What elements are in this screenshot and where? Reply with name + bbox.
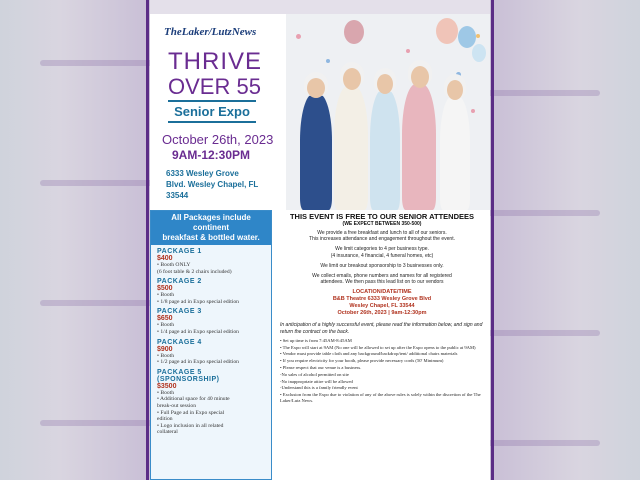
package-feature: • 1/4 page ad in Expo special edition (157, 328, 239, 335)
info-line: We limit our breakout sponsorship to 3 businesses only. (320, 262, 444, 269)
package-price: $650 (157, 315, 173, 323)
info-line: We limit categories to 4 per business type. (335, 246, 429, 253)
free-event-headline: THIS EVENT IS FREE TO OUR SENIOR ATTENDEES (289, 212, 475, 221)
package-feature: (6 foot table & 2 chairs included) (157, 268, 232, 275)
package-title: PACKAGE 5 (SPONSORSHIP) (157, 368, 220, 383)
event-address (166, 168, 266, 201)
package-feature: • Booth (157, 292, 175, 299)
rules-list (280, 338, 484, 404)
location-city: Wesley Chapel, FL 33544 (349, 303, 415, 310)
packages-heading-line-2: breakfast & bottled water. (162, 233, 260, 242)
package-feature: • Additional space for 40 minute (157, 396, 230, 403)
info-paragraph (280, 246, 484, 258)
package-item (151, 369, 271, 436)
package-feature: break-out session (157, 402, 196, 409)
newspaper-logo: TheLaker/LutzNews (164, 26, 257, 38)
packages-heading-line-1: All Packages include continent (171, 213, 251, 232)
package-price: $900 (157, 345, 173, 353)
contract-note: In anticipation of a highly successful event, please read the information below, and sign and return the contract on the back. (280, 322, 483, 335)
package-list (151, 248, 271, 436)
address-line-1: 6333 Wesley Grove (166, 169, 239, 178)
package-price: $400 (157, 255, 173, 262)
package-price: $500 (157, 285, 173, 293)
info-line: attendees. We then pass this lead list on to our vendors (320, 279, 444, 286)
subtitle: Senior Expo (168, 100, 256, 123)
frame-bar-right (491, 0, 494, 480)
package-feature: • Booth (157, 389, 175, 396)
flyer-header (150, 14, 286, 210)
rule-item: • Set up time is from 7:45AM-8:45AM (280, 337, 352, 343)
rule-item: -Understand this is a family friendly event (280, 385, 358, 391)
package-feature: • Full Page ad in Expo special (157, 409, 225, 416)
packages-panel (150, 210, 272, 480)
package-feature: • 1/8 page ad in Expo special edition (157, 298, 239, 305)
info-line: (4 insurance, 4 financial, 4 funeral homes, etc) (330, 252, 434, 259)
event-time: 9AM-12:30PM (172, 148, 251, 162)
rule-item: -No inappropriate attire will be allowed (280, 378, 353, 384)
title-line-1: THRIVE (168, 48, 263, 75)
info-paragraph (280, 263, 484, 269)
attendance-expectation: (WE EXPECT BETWEEN 350-500) (342, 221, 422, 227)
seniors-photo (286, 14, 490, 210)
package-feature: • 1/2 page ad in Expo special edition (157, 359, 239, 366)
event-date: October 26th, 2023 (162, 132, 274, 147)
location-datetime: October 26th, 2023 | 9am-12:30pm (337, 310, 427, 317)
package-feature: • Logo inclusion in all related (157, 422, 224, 429)
packages-heading (151, 211, 271, 245)
package-price: $3500 (157, 382, 177, 390)
info-line: We provide a free breakfast and lunch to all of our seniors. (317, 230, 447, 236)
package-feature: • Booth ONLY (157, 262, 191, 268)
package-item (151, 248, 271, 275)
blurred-background-left (0, 0, 150, 480)
package-title: PACKAGE 3 (157, 308, 202, 316)
title-line-2: OVER 55 (168, 74, 261, 99)
event-info (280, 212, 484, 480)
package-title: PACKAGE 4 (157, 338, 202, 346)
info-paragraph (280, 273, 484, 285)
package-item (151, 278, 271, 305)
package-feature: • Booth (157, 322, 175, 329)
expo-flyer (150, 14, 490, 480)
info-line: We collect emails, phone numbers and names for all registered (312, 273, 452, 280)
package-title: PACKAGE 2 (157, 278, 202, 286)
address-line-2: Blvd. Wesley Chapel, FL (166, 180, 259, 189)
package-title: PACKAGE 1 (157, 248, 202, 255)
package-item (151, 339, 271, 366)
location-venue: B&B Theatre 6333 Wesley Grove Blvd (332, 296, 432, 303)
package-feature: collateral (157, 429, 178, 436)
blurred-background-right (490, 0, 640, 480)
rule-item: • Please respect that our venue is a business. (280, 365, 362, 371)
address-line-3: 33544 (166, 191, 189, 200)
info-line: This increases attendance and engagement throughout the event. (309, 236, 455, 243)
package-feature: edition (157, 416, 173, 423)
rule-item: • Vendor must provide table cloth and any background/backdrop/tent/ additional chairs materials (280, 351, 458, 357)
rule-item: • The Expo will start at 9AM (No one will be allowed to set up after the Expo opens to the public at 9AM) (280, 344, 476, 350)
frame-bar-left (146, 0, 149, 480)
location-heading: LOCATION/DATE/TIME (352, 289, 412, 296)
rule-item: -No sales of alcohol permitted on site (280, 371, 349, 377)
rule-item: • Exclusion from the Expo due to violation of any of the above rules is solely within the discretion of the The Laker/Lutz News. (280, 392, 481, 403)
package-feature: • Booth (157, 352, 175, 359)
rule-item: • If you require electricity for your booth, please provide necessary cords (50' Minimum) (280, 358, 444, 364)
package-item (151, 308, 271, 335)
info-paragraph (280, 230, 484, 242)
